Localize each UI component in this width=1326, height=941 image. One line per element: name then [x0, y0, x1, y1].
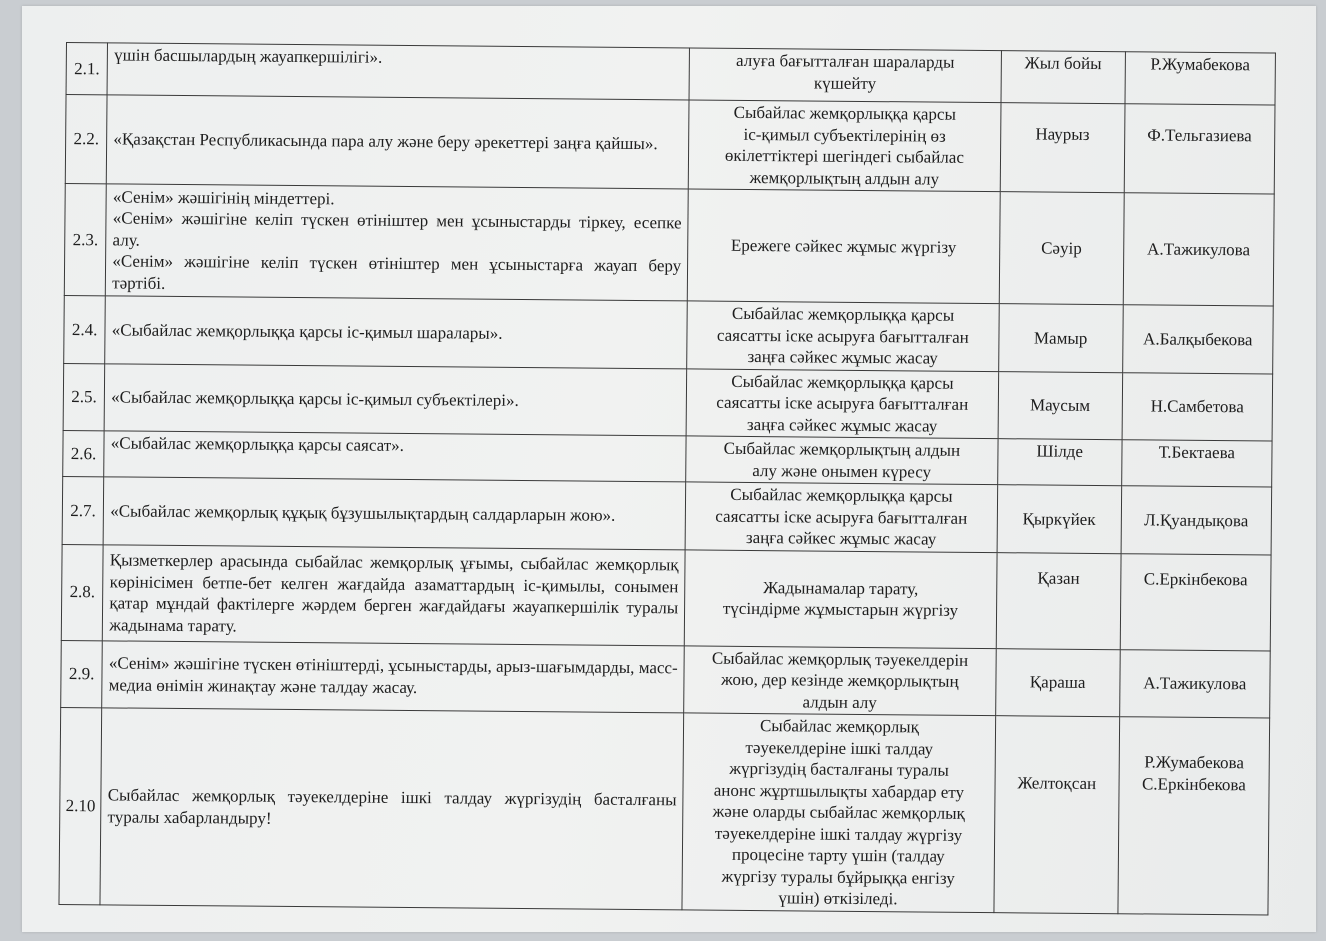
term-cell: Маусым [998, 371, 1123, 440]
term-cell: Жыл бойы [1001, 51, 1125, 104]
responsible-cell: Н.Самбетова [1122, 372, 1273, 441]
responsible-cell: Л.Қуандықова [1121, 486, 1272, 555]
row-number: 2.9. [61, 640, 103, 708]
topic-cell: Сыбайлас жемқорлық тәуекелдеріне ішкі талдау жүргізудің басталғаны туралы хабарландыру! [100, 708, 683, 910]
responsible-cell: А.Балқыбекова [1122, 305, 1273, 374]
activity-cell: Сыбайлас жемқорлыққа қарсы іс-қимыл субъектілерінің өз өкілеттіктері шегіндегі сыбайлас жемқорлықтың алдын алу [688, 100, 1000, 192]
table-row [64, 183, 1274, 306]
topic-cell: «Сыбайлас жемқорлыққа қарсы іс-қимыл шаралары». [105, 296, 687, 369]
table-row [59, 707, 1270, 914]
activity-cell: алуға бағытталған шараларды күшейту [689, 48, 1001, 103]
row-number: 2.8. [61, 544, 103, 640]
term-cell: Қазан [996, 552, 1121, 649]
row-number: 2.1. [66, 43, 108, 95]
table-row [61, 544, 1271, 651]
activity-cell: Сыбайлас жемқорлық тәуекелдеріне ішкі талдау жүргізудің басталғаны туралы анонс жұртшылықты хабардар ету және оларды сыбайлас жемқорлық тәуекелдеріне ішкі талдау жүргізу процесіне тарту үшін (талдау жүргізу туралы бұйрыққа енгізу үшін) өткізіледі. [682, 713, 995, 912]
activity-cell: Ережеге сәйкес жұмыс жүргізу [687, 189, 1000, 304]
topic-cell: «Сыбайлас жемқорлық құқық бұзушылықтардың салдарларын жою». [103, 477, 685, 550]
responsible-cell: Ф.Тельгазиева [1124, 104, 1275, 194]
table-row [64, 295, 1274, 373]
responsible-cell: Р.Жумабекова С.Еркінбекова [1118, 717, 1270, 915]
term-cell: Шілде [997, 439, 1121, 486]
row-number: 2.2. [65, 95, 107, 184]
term-cell: Наурыз [1000, 103, 1125, 193]
activity-cell: Сыбайлас жемқорлыққа қарсы саясатты іске асыруға бағытталған заңға сәйкес жұмыс жасау [685, 482, 997, 552]
responsible-cell: А.Тажикулова [1123, 193, 1274, 306]
term-cell: Қыркүйек [997, 485, 1122, 554]
plan-table [58, 42, 1275, 915]
topic-cell: «Сенім» жәшігінің міндеттері. «Сенім» жәшігіне келіп түскен өтініштер мен ұсыныстарды тіркеу, есепке алу. «Сенім» жәшігіне келіп түскен өтініштер мен ұсыныстарға жауап беру тәртібі. [106, 184, 689, 301]
activity-cell: Сыбайлас жемқорлыққа қарсы саясатты іске асыруға бағытталған заңға сәйкес жұмыс жасау [686, 368, 998, 438]
topic-cell: «Сенім» жәшігіне түскен өтініштерді, ұсыныстарды, арыз-шағымдарды, масс-медиа өнімін жинақтау және талдау жасау. [102, 640, 684, 713]
row-number: 2.7. [62, 476, 104, 544]
responsible-cell: С.Еркінбекова [1120, 553, 1271, 650]
responsible-cell: Р.Жумабекова [1125, 52, 1276, 105]
table-row [63, 363, 1273, 441]
row-number: 2.3. [64, 183, 106, 295]
table-row [62, 476, 1272, 554]
topic-cell: Қызметкерлер арасында сыбайлас жемқорлық ұғымы, сыбайлас жемқорлық көрінісімен бетпе-бет келген жағдайда азаматтардың іс-қимылы, сонымен қатар мұндай фактілерге жәрдем берген жағдайдағы жауапкершілік туралы жадынама тарату. [103, 544, 686, 645]
term-cell: Сәуір [999, 192, 1124, 305]
row-number: 2.6. [63, 430, 105, 476]
topic-cell: «Сыбайлас жемқорлыққа қарсы саясат». [104, 431, 686, 482]
activity-cell: Сыбайлас жемқорлықтың алдын алу және онымен күресу [686, 436, 998, 485]
table-row [65, 95, 1275, 195]
topic-cell: «Сыбайлас жемқорлыққа қарсы іс-қимыл субъектілері». [104, 363, 686, 436]
table-row [61, 640, 1271, 718]
activity-cell: Сыбайлас жемқорлыққа қарсы саясатты іске асыруға бағытталған заңға сәйкес жұмыс жасау [687, 301, 999, 371]
row-number: 2.4. [64, 295, 106, 363]
row-number: 2.10 [59, 707, 102, 904]
topic-cell: үшін басшылардың жауапкершілігі». [107, 43, 689, 100]
responsible-cell: А.Тажикулова [1119, 649, 1270, 718]
row-number: 2.5. [63, 363, 105, 431]
term-cell: Желтоқсан [994, 716, 1120, 914]
term-cell: Мамыр [998, 304, 1123, 373]
responsible-cell: Т.Бектаева [1121, 440, 1272, 487]
document-page [22, 6, 1316, 932]
topic-cell: «Қазақстан Республикасында пара алу және беру әрекеттері заңға қайшы». [107, 95, 690, 189]
term-cell: Қараша [995, 648, 1120, 717]
activity-cell: Сыбайлас жемқорлық тәуекелдерін жою, дер кезінде жемқорлықтың алдын алу [684, 645, 996, 715]
activity-cell: Жадынамалар тарату, түсіндірме жұмыстарын жүргізу [684, 549, 996, 648]
